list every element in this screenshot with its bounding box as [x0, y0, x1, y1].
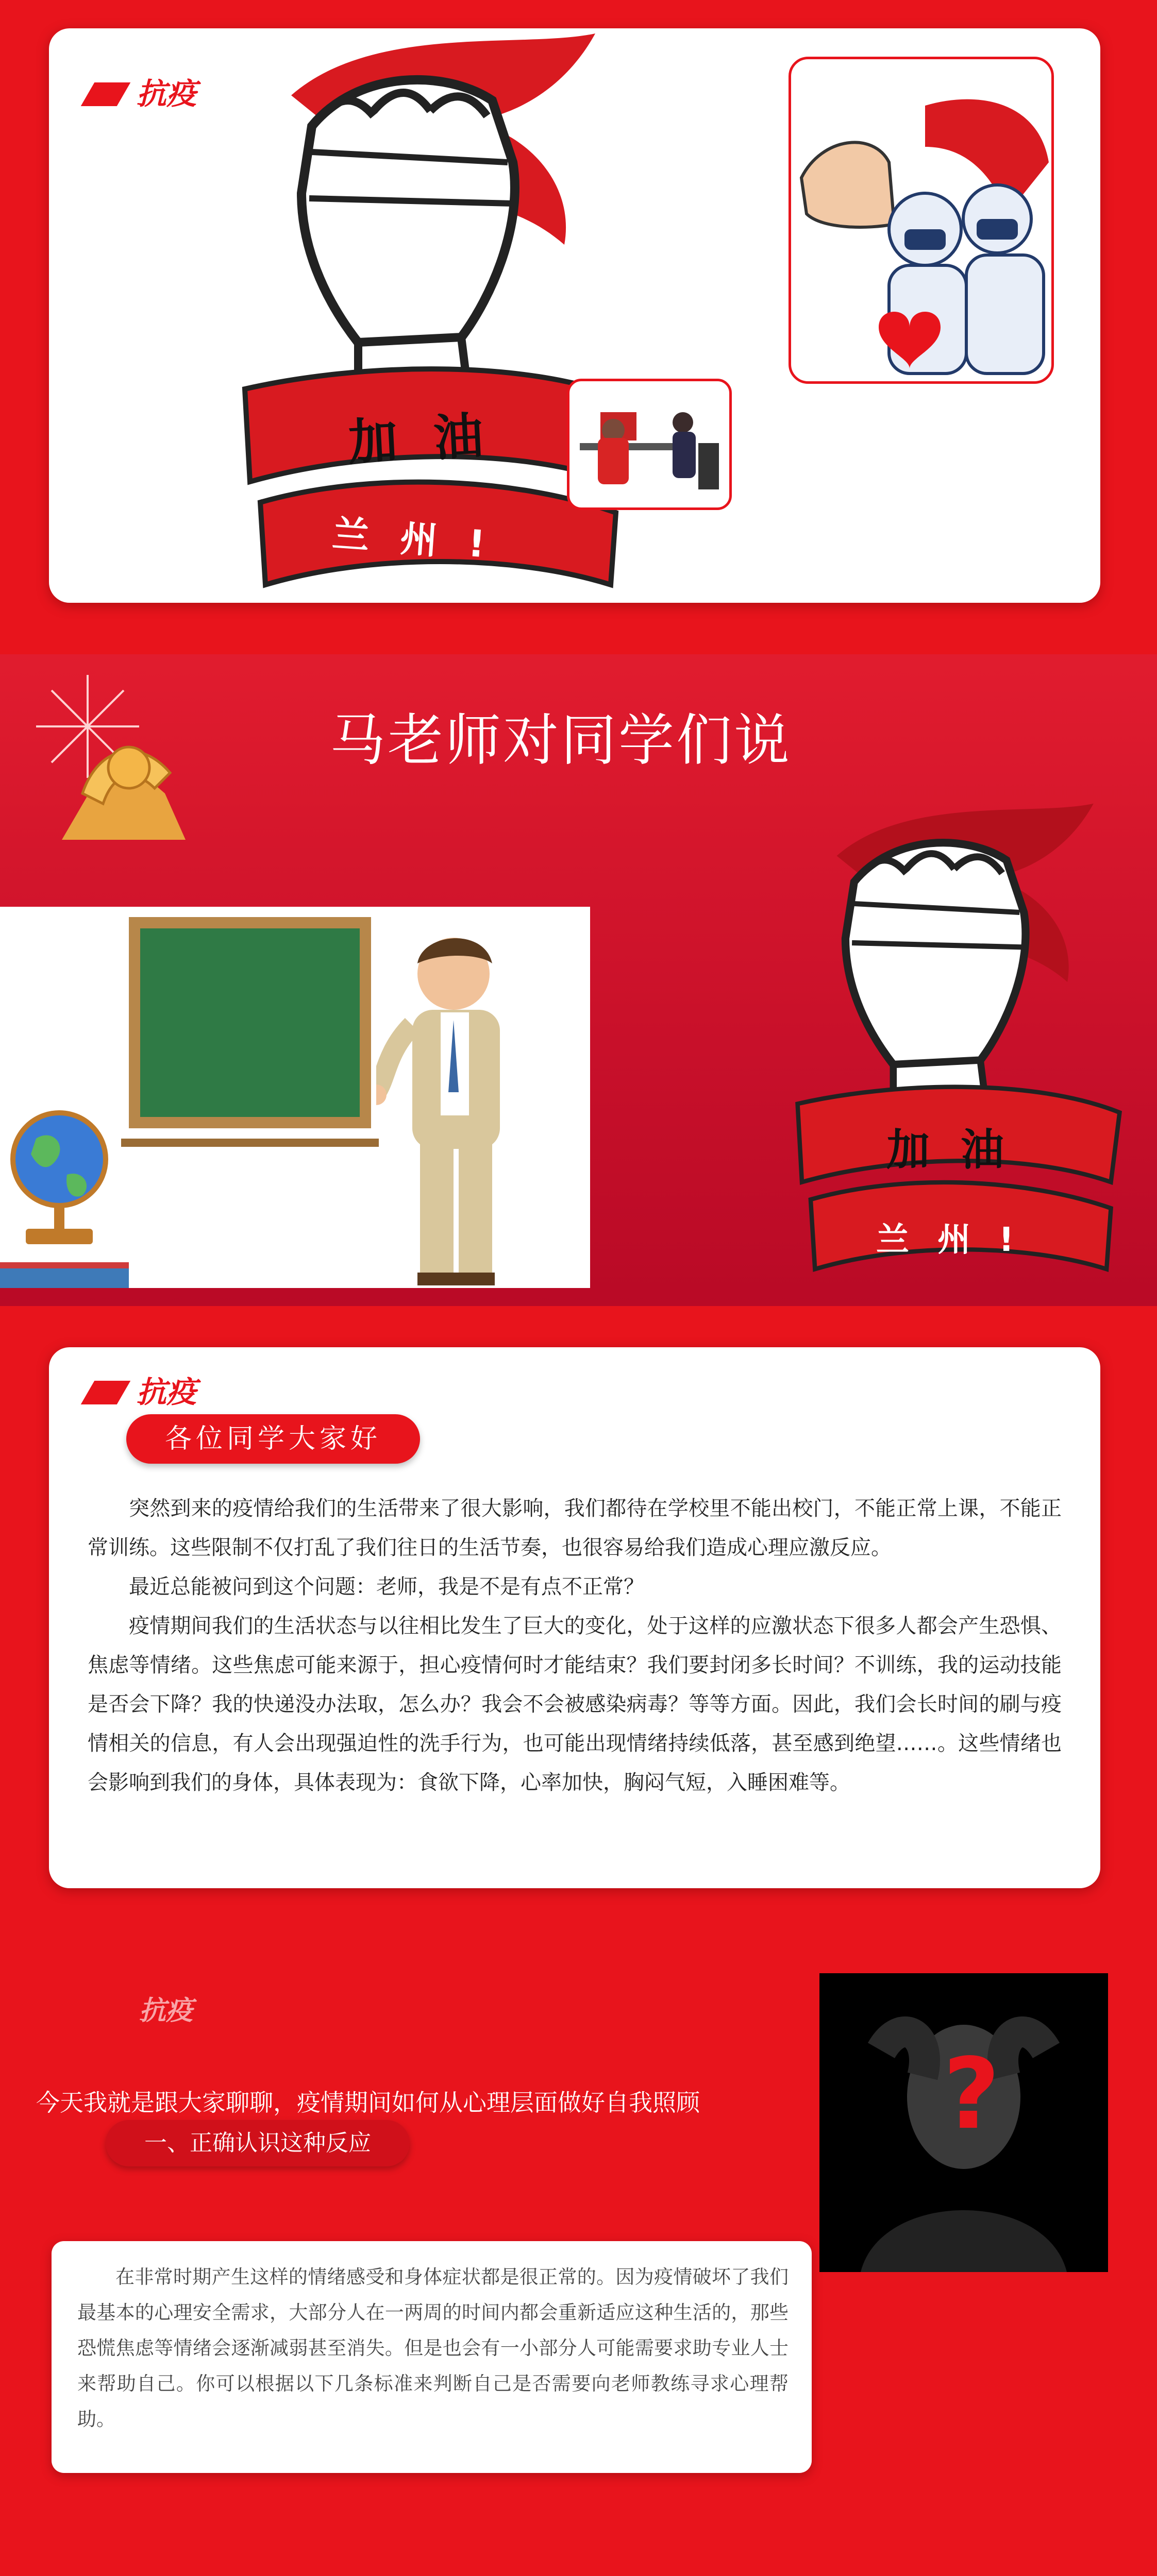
intro-line: 今天我就是跟大家聊聊，疫情期间如何从心理层面做好自我照顾	[36, 2089, 700, 2116]
fist-text-jiayou: 加油	[346, 405, 521, 472]
section-reaction	[0, 1937, 1157, 2576]
board-ledge	[121, 1139, 379, 1147]
books-stack	[0, 1262, 129, 1288]
fist-text-lanzhou: 兰州!	[876, 1221, 1043, 1259]
blackboard	[129, 917, 371, 1128]
doctors-icon	[789, 57, 1054, 384]
panel-intro	[49, 28, 1100, 603]
office-picture	[567, 379, 732, 510]
reaction-text: 在非常时期产生这样的情绪感受和身体症状都是很正常的。因为疫情破坏了我们最基本的心理安全需求，大部分人在一两周的时间内都会重新适应这种生活的，那些恐慌焦虑等情绪会逐渐减弱甚至消失。但是也会有一小部分人可能需要求助专业人士来帮助自己。你可以根据以下几条标准来判断自己是否需要向老师教练寻求心理帮助。	[77, 2266, 789, 2430]
greeting-pill: 各位同学大家好	[126, 1414, 420, 1464]
tag-label: 抗疫	[139, 1995, 193, 2026]
greeting-paragraph-2: 最近总能被问到这个问题：老师，我是不是有点不正常？	[129, 1575, 644, 1599]
banner-title: 马老师对同学们说	[330, 708, 792, 773]
tag-bar	[81, 1381, 131, 1404]
tag-label: 抗疫	[137, 1375, 197, 1410]
question-face-icon	[819, 1973, 1108, 2272]
classroom-scene	[0, 907, 590, 1288]
handshake-icon	[52, 716, 196, 850]
panel-greeting	[49, 1347, 1100, 1888]
fist-text-jiayou: 加油	[886, 1125, 1035, 1175]
greeting-body	[88, 1489, 1062, 1802]
reaction-pill: 一、正确认识这种反应	[106, 2120, 410, 2166]
fist-text-lanzhou: 兰州!	[331, 512, 517, 568]
greeting-paragraph-3: 疫情期间我们的生活状态与以往相比发生了巨大的变化，处于这样的应激状态下很多人都会产生恐惧、焦虑等情绪。这些焦虑可能来源于，担心疫情何时才能结束？我们要封闭多长时间？不训练，我的运动技能是否会下降？我的快递没办法取，怎么办？我会不会被感染病毒？等等方面。因此，我们会长时间的刷与疫情相关的信息，有人会出现强迫性的洗手行为，也可能出现情绪持续低落，甚至感到绝望……。这些情绪也会影响到我们的身体，具体表现为：食欲下降，心率加快，胸闷气短，入睡困难等。	[88, 1614, 1062, 1794]
greeting-paragraph-1: 突然到来的疫情给我们的生活带来了很大影响，我们都待在学校里不能出校门，不能正常上课，不能正常训练。这些限制不仅打乱了我们往日的生活节奏，也很容易给我们造成心理应激反应。	[88, 1497, 1062, 1560]
banner-section	[0, 654, 1157, 1306]
globe-icon	[5, 1097, 113, 1257]
reaction-paragraph	[77, 2259, 789, 2437]
tag-bar	[81, 82, 131, 106]
svg-text:?: ?	[943, 2037, 1000, 2151]
tag-label: 抗疫	[137, 76, 197, 111]
teacher-icon	[376, 922, 546, 1288]
reaction-card	[52, 2241, 812, 2473]
